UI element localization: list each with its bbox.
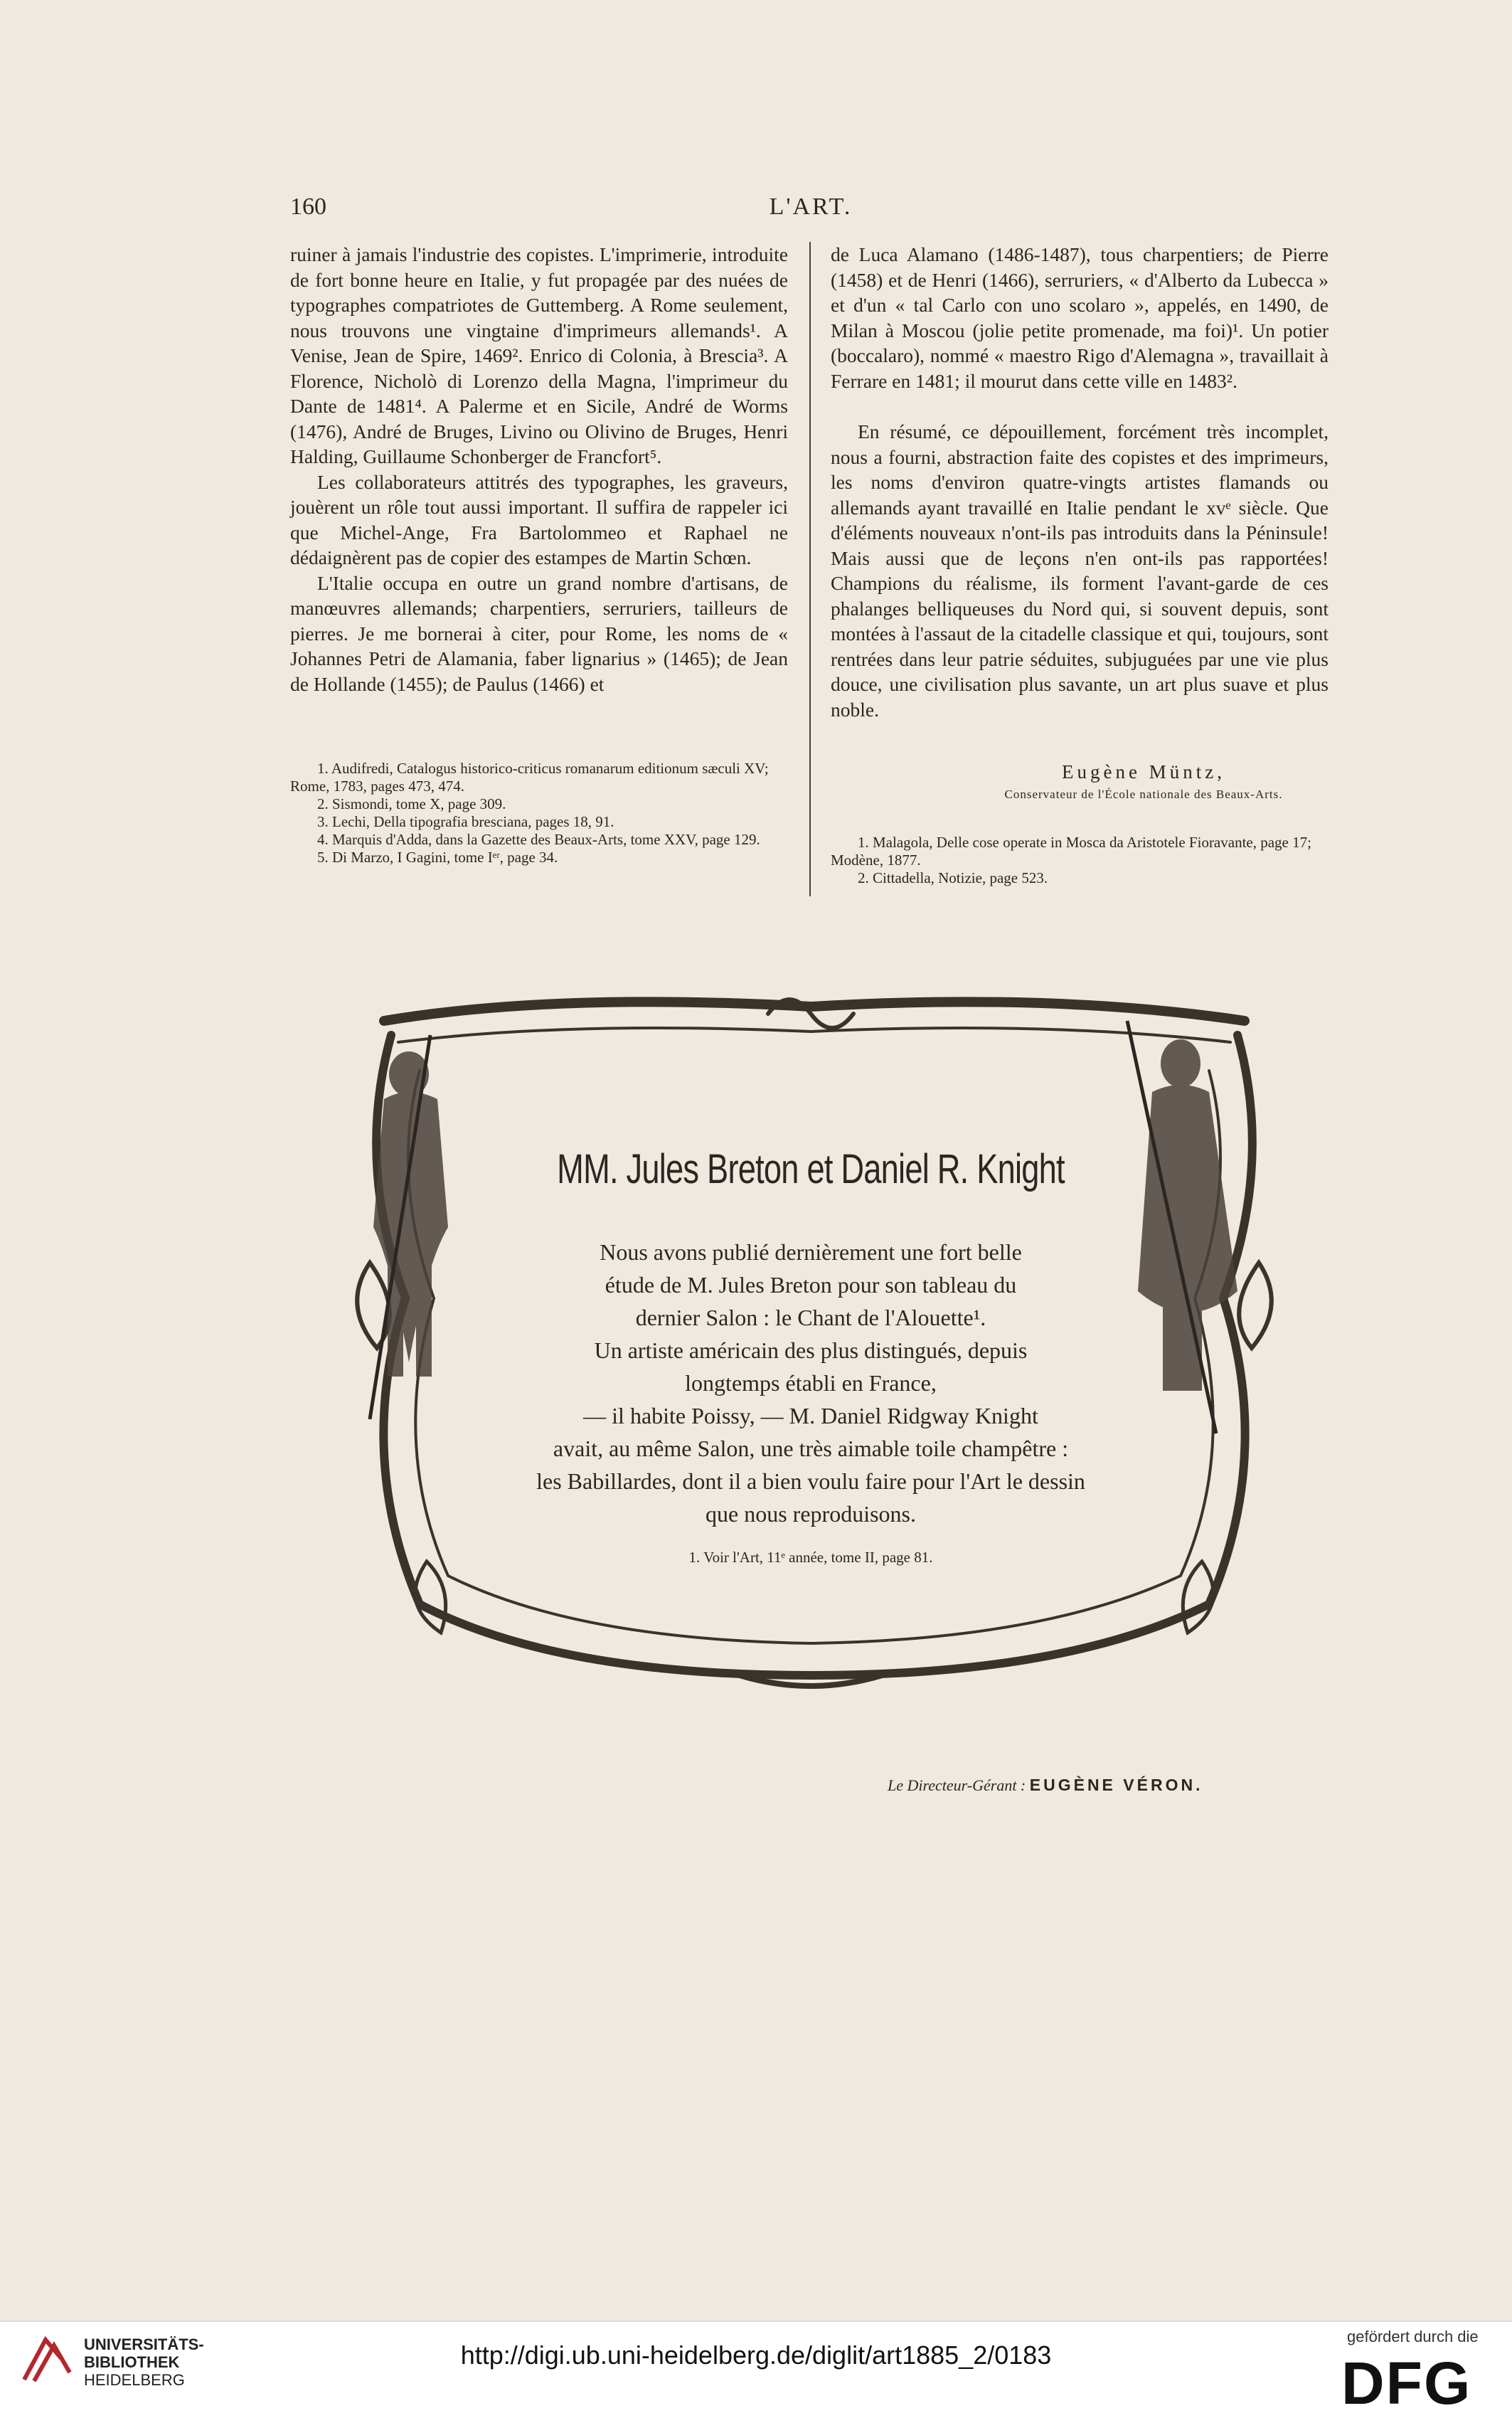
- library-line: BIBLIOTHEK: [84, 2353, 180, 2371]
- card-line: les Babillardes, dont il a bien voulu faire pour l'Art le dessin: [536, 1468, 1085, 1494]
- library-line: HEIDELBERG: [84, 2371, 185, 2389]
- footnote: 4. Marquis d'Adda, dans la Gazette des Beaux-Arts, tome XXV, page 129.: [317, 831, 760, 848]
- card-line: Nous avons publié dernièrement une fort belle: [600, 1239, 1022, 1265]
- card-line: — il habite Poissy, — M. Daniel Ridgway Knight: [583, 1403, 1038, 1428]
- footnote: 5. Di Marzo, I Gagini, tome Iᵉʳ, page 34.: [317, 849, 558, 866]
- right-column: [831, 242, 1329, 722]
- left-column: [290, 242, 788, 696]
- card-line: dernier Salon : le Chant de l'Alouette¹.: [635, 1305, 986, 1330]
- footnote: 1. Audifredi, Catalogus historico-criticus romanarum editionum sæculi XV; Rome, 1783, pages 473, 474.: [290, 760, 769, 795]
- footnote: 2. Cittadella, Notizie, page 523.: [858, 869, 1048, 886]
- card-body: [469, 1236, 1152, 1530]
- author-title: Conservateur de l'École nationale des Beaux-Arts.: [1004, 788, 1283, 801]
- card-line: Un artiste américain des plus distingués, depuis: [594, 1337, 1028, 1363]
- card-line: longtemps établi en France,: [685, 1370, 937, 1396]
- card-title: MM. Jules Breton et Daniel R. Knight: [557, 1146, 1065, 1192]
- author-signature: [831, 761, 1329, 802]
- left-footnotes: [290, 760, 788, 866]
- right-footnotes: [831, 834, 1329, 887]
- announcement-card: [469, 1145, 1152, 1566]
- card-line: que nous reproduisons.: [706, 1501, 916, 1527]
- column-divider: [809, 242, 811, 896]
- dfg-logo[interactable]: DFG: [1341, 2350, 1472, 2417]
- paragraph: L'Italie occupa en outre un grand nombre d'artisans, de manœuvres allemands; charpentiers, serruriers, tailleurs de pierres. Je me bornerai à citer, pour Rome, les noms de « Johannes Petri de Alamania, faber lignarius » (1465); de Jean de Hollande (1455); de Paulus (1466) et: [290, 571, 788, 695]
- library-line: UNIVERSITÄTS-: [84, 2335, 204, 2353]
- paragraph: En résumé, ce dépouillement, forcément très incomplet, nous a fourni, abstraction faite des copistes et des imprimeurs, les noms d'environ quatre-vingts artistes flamands ou allemands ayant travaillé en Italie pendant le xvᵉ siècle. Que d'éléments nouveaux n'ont-ils pas introduits dans la Péninsule! Mais aussi que de leçons n'en ont-ils pas rapportées! Champions du réalisme, ils forment l'avant-garde de ces phalanges belliqueuses du Nord qui, si souvent depuis, sont montées à l'assaut de la citadelle classique et qui, toujours, sont rentrées dans leur patrie séduites, subjuguées par une vie plus douce, une civilisation plus savante, un art plus suave et plus noble.: [831, 420, 1329, 721]
- footnote: 3. Lechi, Della tipografia bresciana, pages 18, 91.: [317, 813, 614, 830]
- card-line: étude de M. Jules Breton pour son tableau du: [605, 1272, 1017, 1298]
- director-label: Le Directeur-Gérant :: [888, 1776, 1026, 1794]
- running-title: L'ART.: [769, 193, 853, 220]
- page-number: 160: [290, 193, 326, 220]
- paragraph: ruiner à jamais l'industrie des copistes. L'imprimerie, introduite de fort bonne heure en Italie, y fut propagée par des nuées de typographes compatriotes de Guttemberg. A Rome seulement, nous trouvons une vingtaine d'imprimeurs allemands¹. A Venise, Jean de Spire, 1469². Enrico di Colonia, à Brescia³. A Florence, Nicholò di Lorenzo della Magna, l'imprimeur du Dante de 1481⁴. A Palerme et en Sicile, André de Worms (1476), André de Bruges, Livino ou Olivino de Bruges, Henri Halding, Guillaume Schonberger de Francfort⁵.: [290, 243, 788, 467]
- permalink-url[interactable]: http://digi.ub.uni-heidelberg.de/diglit/art1885_2/0183: [460, 2340, 1052, 2370]
- paragraph: Les collaborateurs attitrés des typographes, les graveurs, jouèrent un rôle tout aussi important. Il suffira de rappeler ici que Michel-Ange, Fra Bartolommeo et Raphael ne dédaignèrent pas de copier des estampes de Martin Schœn.: [290, 470, 788, 568]
- funded-by-label: gefördert durch die: [1347, 2328, 1479, 2345]
- director-credit: [888, 1776, 1203, 1795]
- page-header: [290, 193, 1331, 229]
- author-name: Eugène Müntz,: [1062, 761, 1225, 783]
- viewer-footer: [0, 2321, 1512, 2423]
- card-line: avait, au même Salon, une très aimable toile champêtre :: [553, 1436, 1069, 1461]
- paragraph: de Luca Alamano (1486-1487), tous charpentiers; de Pierre (1458) et de Henri (1466), serruriers, « d'Alberto da Lubecca » et d'un « tal Carlo con uno scolaro », appelés, en 1490, de Milan à Moscou (jolie petite promenade, ma foi)¹. Un potier (boccalaro), nommé « maestro Rigo d'Alemagna », travaillait à Ferrare en 1481; il mourut dans cette ville en 1483².: [831, 243, 1329, 392]
- director-name: EUGÈNE VÉRON.: [1029, 1776, 1203, 1794]
- footnote: 1. Malagola, Delle cose operate in Mosca da Aristotele Fioravante, page 17; Modène, 1877.: [831, 834, 1311, 869]
- footnote: 2. Sismondi, tome X, page 309.: [317, 795, 506, 812]
- card-footnote: 1. Voir l'Art, 11ᵉ année, tome II, page 81.: [688, 1549, 933, 1566]
